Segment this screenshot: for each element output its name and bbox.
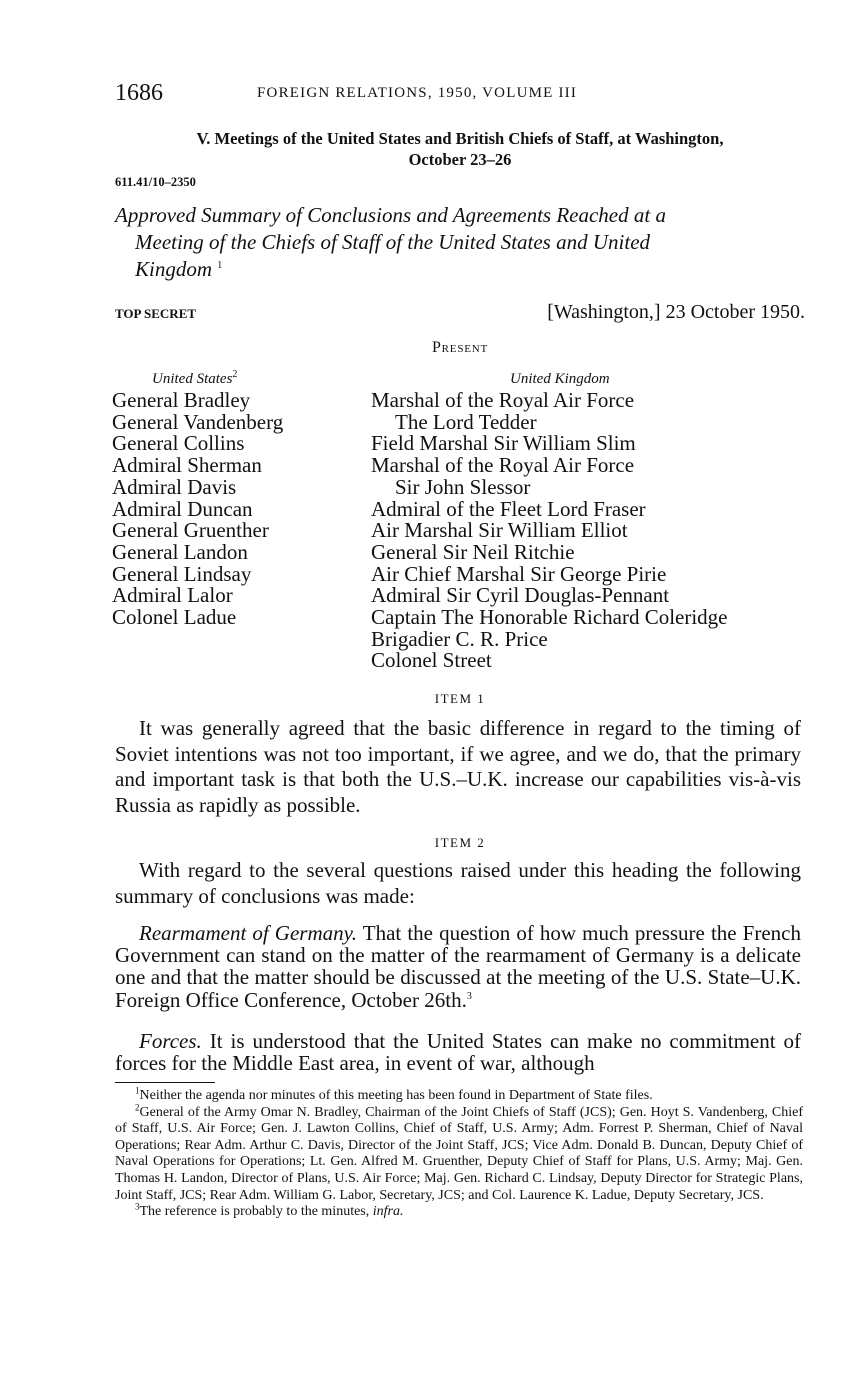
uk-attendee: Air Chief Marshal Sir George Pirie bbox=[371, 561, 667, 586]
running-head: FOREIGN RELATIONS, 1950, VOLUME III bbox=[257, 85, 578, 101]
section-title-line-1: V. Meetings of the United States and British Chiefs of Staff, at Washington, bbox=[196, 129, 724, 148]
forces-label-wrap bbox=[115, 1029, 202, 1053]
uk-attendee: Brigadier C. R. Price bbox=[371, 626, 548, 651]
document-title-line-1: Approved Summary of Conclusions and Agreements Reached at a bbox=[115, 203, 666, 227]
uk-attendee: General Sir Neil Ritchie bbox=[371, 539, 575, 564]
footnote-1-mark-wrap bbox=[115, 1085, 140, 1103]
uk-attendee: Admiral Sir Cyril Douglas-Pennant bbox=[371, 583, 670, 608]
forces-paragraph bbox=[115, 1030, 801, 1074]
footnote-1-text: Neither the agenda nor minutes of this meeting has been found in Department of State files. bbox=[139, 1088, 653, 1103]
us-attendee: Admiral Sherman bbox=[112, 453, 262, 478]
item-1-text: It was generally agreed that the basic difference in regard to the timing of Soviet intentions was not too important, if we agree, and we do, that the primary and important task is that both the U.S.–U.K. increase our capabilities vis-à-vis Russia as rapidly as possible. bbox=[115, 716, 801, 818]
uk-attendee: Colonel Street bbox=[371, 648, 492, 673]
document-reference: 611.41/10–2350 bbox=[115, 175, 196, 189]
us-attendee: Admiral Davis bbox=[112, 474, 237, 499]
uk-attendees-heading: United Kingdom bbox=[510, 371, 610, 387]
uk-attendee: Sir John Slessor bbox=[395, 474, 531, 499]
page-number: 1686 bbox=[115, 80, 163, 106]
document-title-line-3 bbox=[115, 256, 807, 283]
forces-text: It is understood that the United States can make no commitment of forces for the Middle East area, in event of war, although bbox=[115, 1029, 801, 1076]
document-title-line-3-text: Kingdom bbox=[135, 257, 213, 281]
item-2-intro-paragraph bbox=[115, 858, 801, 909]
us-attendee: General Collins bbox=[112, 431, 245, 456]
rearmament-label: Rearmament of Germany. bbox=[139, 921, 358, 945]
us-attendees-heading bbox=[112, 368, 362, 390]
us-attendee: General Lindsay bbox=[112, 561, 252, 586]
footnote-3-mark-wrap bbox=[115, 1201, 140, 1219]
section-title-line-2: October 23–26 bbox=[408, 150, 512, 169]
us-attendee: General Landon bbox=[112, 539, 248, 564]
section-title bbox=[115, 128, 805, 170]
dateline: [Washington,] 23 October 1950. bbox=[547, 301, 805, 323]
footnote-2-text: General of the Army Omar N. Bradley, Chairman of the Joint Chiefs of Staff (JCS); Gen. Hoyt S. Vandenberg, Chief of Staff, U.S. Air Force; Gen. J. Lawton Collins, Chief of Staff, U.S. Army; Adm. Forrest P. Sherman, Chief of Naval Operations; Rear Adm. Arthur C. Davis, Director of the Joint Staff, JCS; Vice Adm. Donald B. Duncan, Deputy Chief of Naval Operations for Operations; Lt. Gen. Alfred M. Gruenther, Deputy Chief of Staff for Plans, U.S. Army; Maj. Gen. Thomas H. Landon, Director of Plans, U.S. Air Force; Maj. Gen. Richard C. Lindsay, Deputy Director for Strategic Plans, Joint Staff, JCS; Rear Adm. William G. Labor, Secretary, JCS; and Col. Laurence K. Ladue, Deputy Secretary, JCS. bbox=[115, 1104, 803, 1203]
rearmament-paragraph bbox=[115, 922, 801, 1011]
present-heading: Present bbox=[431, 339, 489, 356]
footnote-ref-3: 3 bbox=[466, 990, 472, 1002]
uk-attendees-column bbox=[371, 368, 811, 672]
item-2-intro-text: With regard to the several questions raised under this heading the following summary of conclusions was made: bbox=[115, 858, 801, 908]
item-1-heading: ITEM 1 bbox=[434, 691, 486, 706]
footnote-2-mark-wrap bbox=[115, 1101, 140, 1120]
uk-attendee: Marshal of the Royal Air Force bbox=[371, 388, 635, 412]
rearmament-label-wrap bbox=[115, 921, 357, 945]
us-attendees-column bbox=[112, 368, 362, 629]
footnote-3 bbox=[115, 1201, 803, 1221]
uk-attendee: Marshal of the Royal Air Force bbox=[371, 453, 635, 478]
us-attendees-heading-text: United States bbox=[152, 371, 233, 387]
us-attendee: Colonel Ladue bbox=[112, 605, 237, 630]
item-2-heading: ITEM 2 bbox=[434, 835, 486, 850]
footnote-ref-2: 2 bbox=[232, 369, 238, 380]
footnote-ref-1: 1 bbox=[217, 260, 223, 271]
footnotes bbox=[115, 1085, 803, 1221]
forces-label: Forces. bbox=[139, 1029, 202, 1053]
uk-attendee: The Lord Tedder bbox=[395, 409, 537, 434]
document-title bbox=[115, 202, 807, 283]
footnote-3-mark: 3 bbox=[135, 1201, 140, 1212]
us-attendees-list bbox=[112, 390, 362, 629]
uk-attendee: Air Marshal Sir William Elliot bbox=[371, 518, 628, 543]
rearmament-text: That the question of how much pressure the French Government can stand on the matter of the rearmament of Germany is a delicate one and that the matter should be discussed at the meeting of the U.S. State–U.K. Foreign Office Conference, October 26th. bbox=[115, 921, 801, 1012]
page-header bbox=[115, 80, 805, 112]
classification-marking: TOP SECRET bbox=[115, 306, 197, 321]
item-1-paragraph bbox=[115, 716, 801, 819]
us-attendee: Admiral Duncan bbox=[112, 496, 253, 521]
footnote-1 bbox=[115, 1085, 803, 1105]
document-title-line-2: Meeting of the Chiefs of Staff of the United States and United bbox=[135, 230, 651, 254]
footnote-2 bbox=[115, 1101, 803, 1205]
us-attendee: General Vandenberg bbox=[112, 409, 284, 434]
us-attendee: Admiral Lalor bbox=[112, 583, 233, 608]
us-attendee: General Bradley bbox=[112, 388, 251, 412]
uk-attendees-list bbox=[371, 390, 811, 672]
uk-attendee: Captain The Honorable Richard Coleridge bbox=[371, 605, 728, 630]
uk-attendee: Field Marshal Sir William Slim bbox=[371, 431, 636, 456]
uk-attendee: Admiral of the Fleet Lord Fraser bbox=[371, 496, 646, 521]
footnote-3-italic: infra. bbox=[372, 1204, 404, 1220]
us-attendee: General Gruenther bbox=[112, 518, 269, 543]
footnote-2-mark: 2 bbox=[135, 1101, 140, 1112]
footnote-divider bbox=[115, 1082, 215, 1083]
footnote-1-mark: 1 bbox=[135, 1085, 140, 1096]
footnote-3-text: The reference is probably to the minutes, bbox=[139, 1204, 370, 1220]
